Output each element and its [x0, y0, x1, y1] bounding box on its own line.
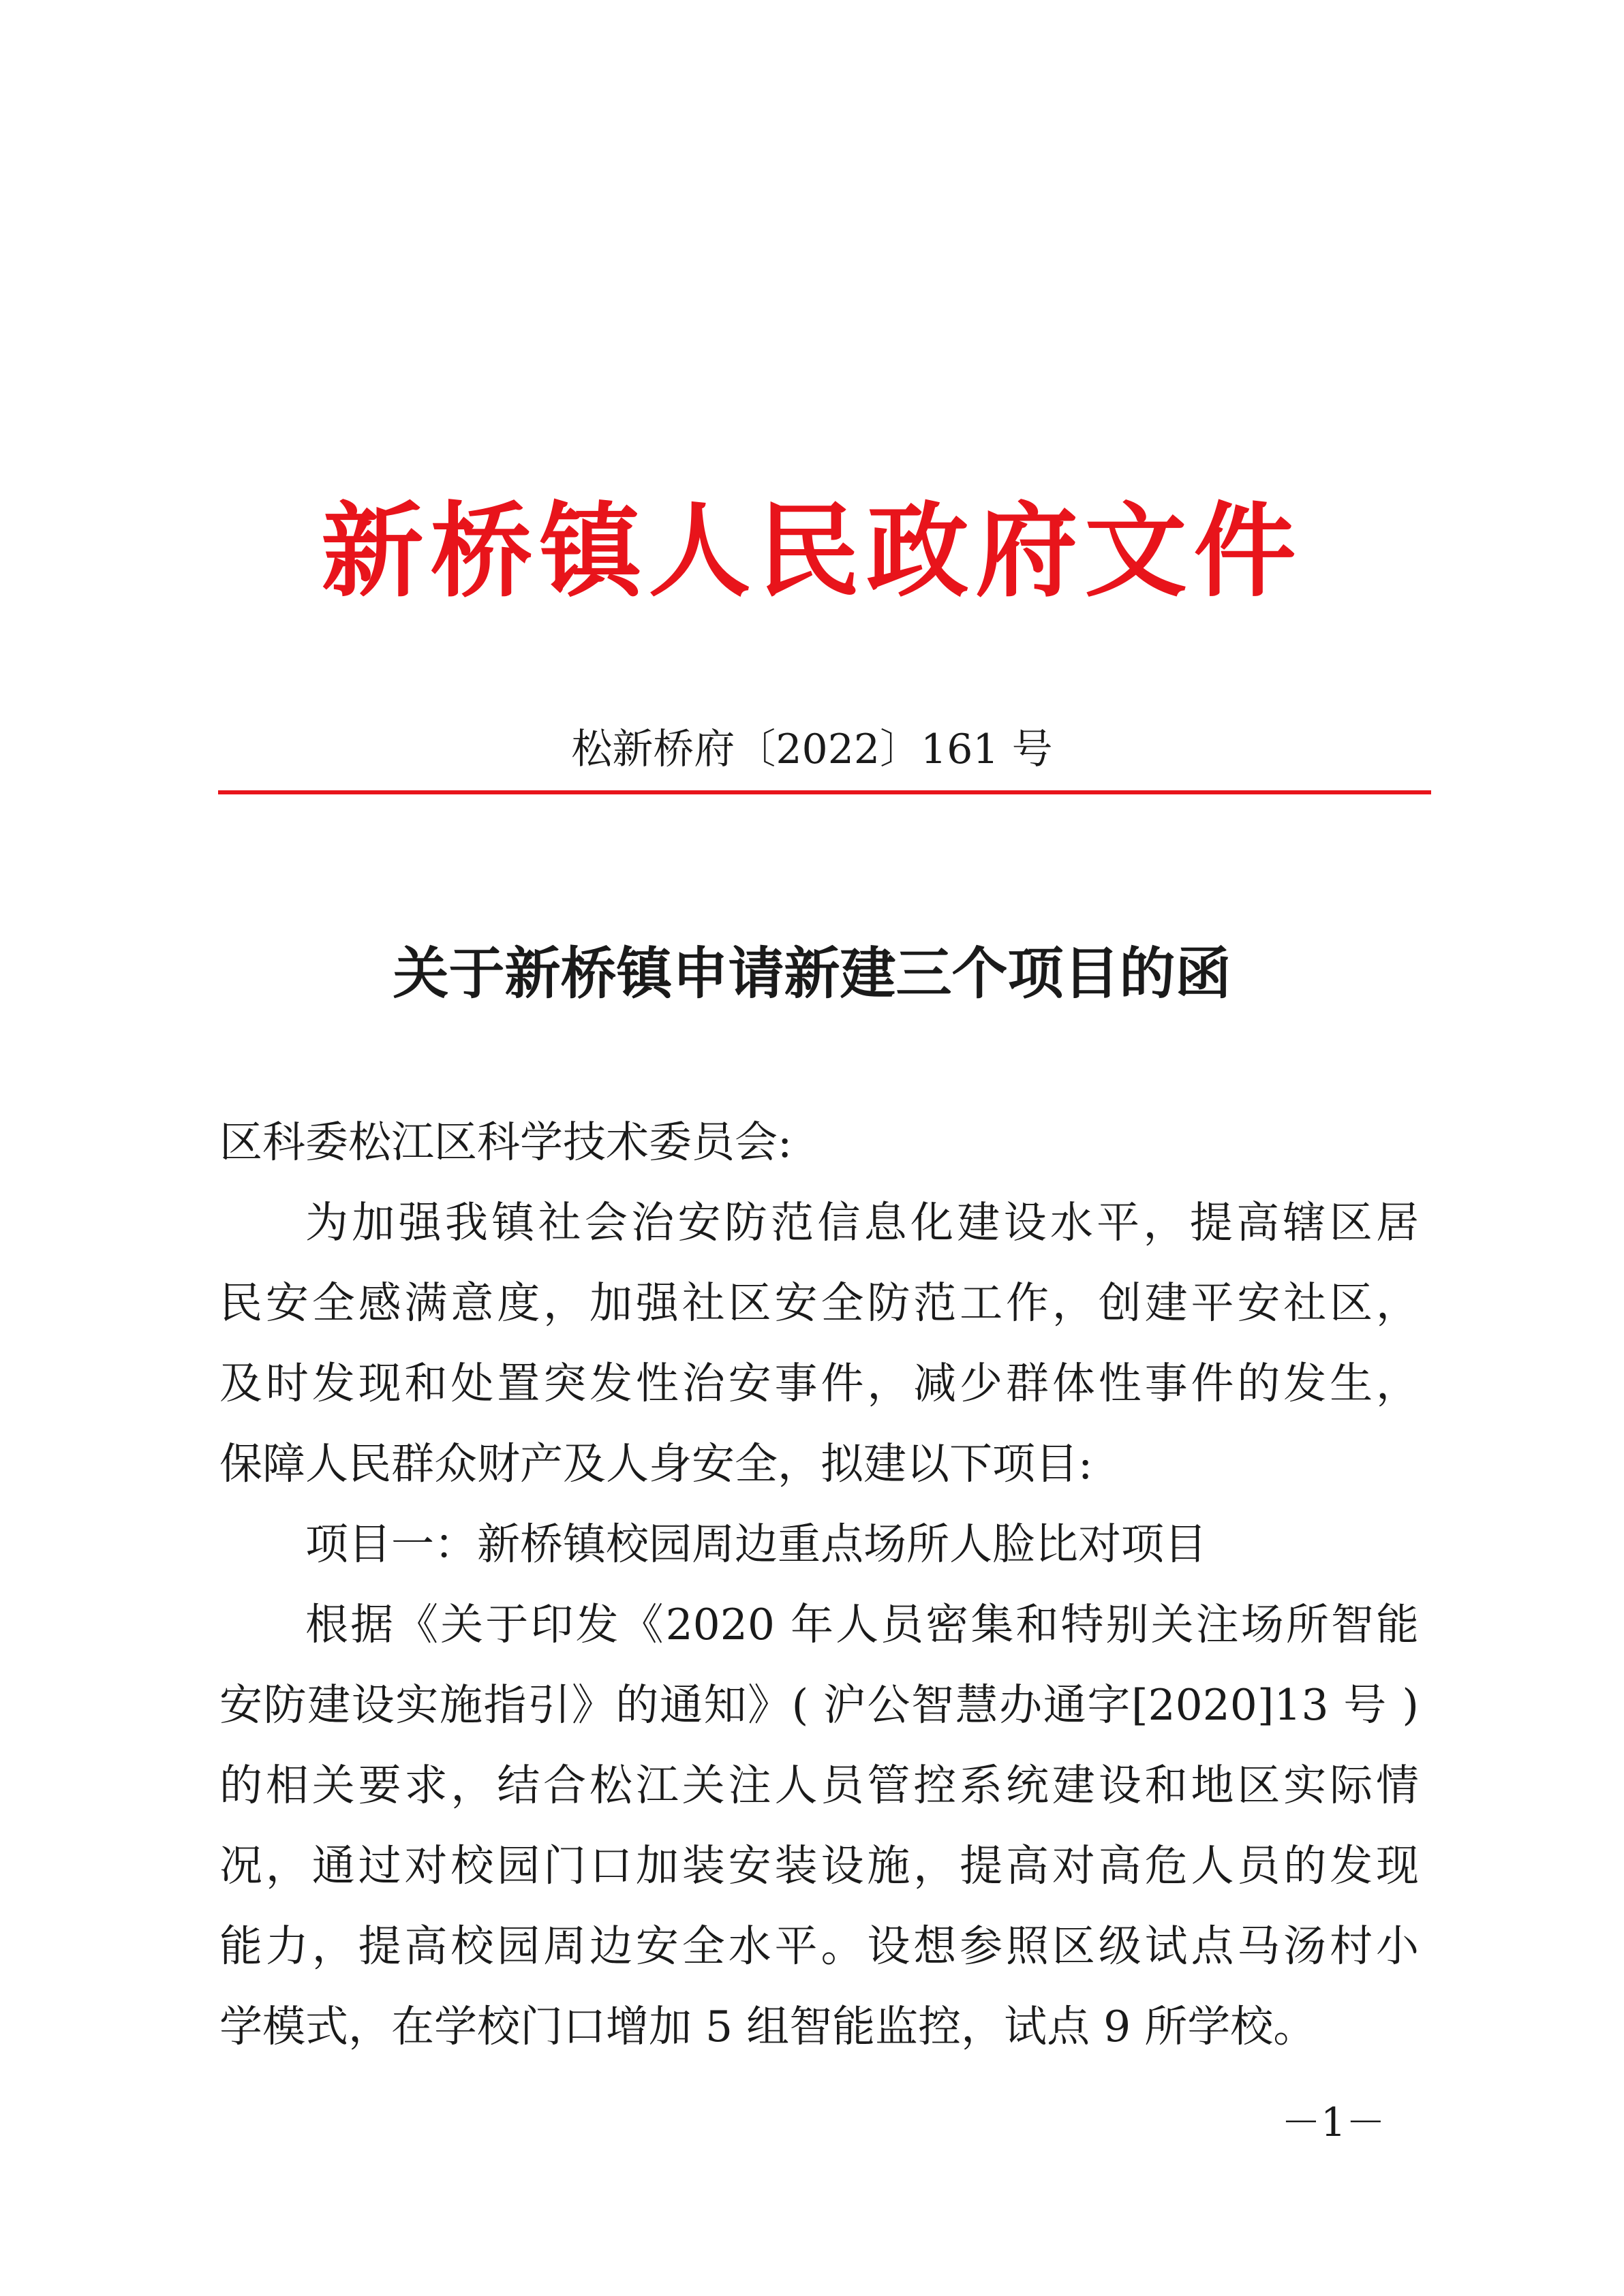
page-number: －1－: [1281, 2099, 1385, 2145]
recipient-line: 区科委松江区科学技术委员会:: [219, 1117, 793, 1167]
body-line: 根据《关于印发《2020 年人员密集和特别关注场所智能: [305, 1600, 1419, 1649]
letter-title: 关于新桥镇申请新建三个项目的函: [393, 942, 1231, 1006]
body-line: 及时发现和处置突发性治安事件，减少群体性事件的发生，: [219, 1359, 1419, 1408]
document-header-title: 新桥镇人民政府文件: [321, 493, 1303, 611]
body-line: 学模式，在学校门口增加 5 组智能监控，试点 9 所学校。: [219, 2002, 1317, 2051]
body-line: 能力，提高校园周边安全水平。设想参照区级试点马汤村小: [219, 1921, 1419, 1971]
red-divider-rule: [218, 790, 1431, 794]
project-heading: 项目一：新桥镇校园周边重点场所人脸比对项目: [305, 1519, 1207, 1569]
letter-body: [219, 1102, 1419, 2067]
body-line: 保障人民群众财产及人身安全，拟建以下项目:: [219, 1439, 1093, 1489]
body-line: 况，通过对校园门口加装安装设施，提高对高危人员的发现: [219, 1841, 1419, 1891]
body-line: 的相关要求，结合松江关注人员管控系统建设和地区实际情: [219, 1760, 1419, 1810]
body-line: 安防建设实施指引》的通知》( 沪公智慧办通字[2020]13 号 ): [219, 1680, 1419, 1730]
body-line: 民安全感满意度，加强社区安全防范工作，创建平安社区，: [219, 1278, 1419, 1328]
body-line: 为加强我镇社会治安防范信息化建设水平，提高辖区居: [305, 1198, 1419, 1247]
document-number: 松新桥府〔2022〕161 号: [571, 726, 1053, 773]
